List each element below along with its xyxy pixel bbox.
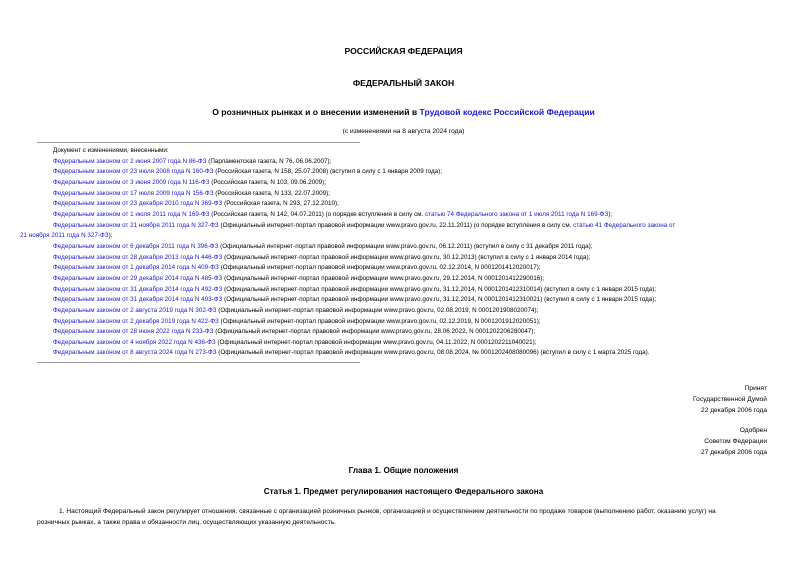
amendment-text: (Российская газета, N 133, 22.07.2009);: [213, 189, 331, 197]
amendment-text: (Российская газета, N 103, 09.06.2009);: [209, 178, 326, 186]
amendment-text: (Официальный интернет-портал правовой информации www.pravo.gov.ru, 22.11.2011) (о порядке вступления в силу см.: [218, 221, 574, 229]
amendment-link[interactable]: Федеральным законом от 4 ноября 2022 года N 436-ФЗ: [53, 338, 216, 346]
amendment-link[interactable]: Федеральным законом от 28 июня 2022 года N 233-ФЗ: [53, 328, 214, 336]
amendment-link[interactable]: Федеральным законом от 3 июня 2009 года N 116-ФЗ: [53, 178, 210, 186]
amendment-text: (Парламентская газета, N 76, 06.06.2007);: [206, 157, 332, 165]
federation-heading: РОССИЙСКАЯ ФЕДЕРАЦИЯ: [344, 46, 463, 56]
amendment-item: [40, 263, 770, 274]
law-type-heading: ФЕДЕРАЛЬНЫЙ ЗАКОН: [352, 78, 455, 88]
amendment-link[interactable]: Федеральным законом от 2 июня 2007 года N 86-ФЗ: [53, 157, 207, 165]
amendment-text: (Российская газета, N 158, 25.07.2008) (вступил в силу с 1 января 2009 года);: [213, 168, 443, 176]
chapter-heading: Глава 1. Общие положения: [348, 466, 459, 475]
amendment-link[interactable]: Федеральным законом от 23 декабря 2010 года N 369-ФЗ: [53, 200, 223, 208]
amendment-item: [40, 285, 770, 296]
amendment-item: [40, 167, 770, 178]
amendment-item: [40, 210, 770, 221]
accepted-block: [693, 384, 767, 416]
amendment-link[interactable]: Федеральным законом от 1 декабря 2014 года N 409-ФЗ: [53, 264, 219, 272]
amendments-intro: Документ с изменениями, внесенными:: [53, 147, 169, 154]
amendment-text: (Официальный интернет-портал правовой информации www.pravo.gov.ru, 04.11.2022, N 0001202211040021);: [215, 338, 537, 346]
amendment-item: [40, 317, 770, 328]
labor-code-link[interactable]: Трудовой кодекс Российской Федерации: [419, 107, 595, 117]
amendment-link[interactable]: Федеральным законом от 31 декабря 2014 года N 492-ФЗ: [53, 285, 223, 293]
approved-block: [701, 426, 767, 458]
amendment-item: [40, 178, 770, 189]
amendment-article-link[interactable]: статью 41 Федерального закона от: [573, 221, 676, 229]
amendment-article-link[interactable]: 21 ноября 2011 года N 327-ФЗ: [20, 232, 109, 240]
amendment-item: [40, 242, 770, 253]
amendment-text: (Официальный интернет-портал правовой информации www.pravo.gov.ru, 30.12.2013) (вступил в силу с 1 января 2014 года);: [222, 253, 591, 261]
amendment-link[interactable]: Федеральным законом от 21 ноября 2011 года N 327-ФЗ: [53, 221, 219, 229]
divider-top: [37, 142, 360, 143]
amendment-item: [40, 189, 770, 200]
accepted-date: 22 декабря 2006 года: [701, 406, 767, 414]
amendment-link[interactable]: Федеральным законом от 2 августа 2019 года N 302-ФЗ: [53, 306, 217, 314]
amendment-text: (Официальный интернет-портал правовой информации www.pravo.gov.ru, 02.08.2019, N 0001201908020074);: [216, 306, 539, 314]
approved-date: 27 декабря 2006 года: [701, 448, 767, 456]
amendment-item: [40, 199, 770, 210]
amendment-text: (Официальный интернет-портал правовой информации www.pravo.gov.ru, 31.12.2014, N 0001201412310014) (вступил в силу с 1 января 2015 года);: [222, 285, 657, 293]
approved-line: Советом Федерации: [704, 437, 767, 445]
accepted-line: Принят: [744, 385, 767, 392]
amendment-link[interactable]: Федеральным законом от 28 декабря 2013 года N 446-ФЗ: [53, 253, 223, 261]
paragraph-line: 1. Настоящий Федеральный закон регулирует отношения, связанные с организацией розничных рынков, организацией и осуществлением деятельности по продаже товаров (выполнению работ, оказанию услуг) на: [59, 508, 716, 515]
amendment-item: [40, 306, 770, 317]
amendment-text: (Российская газета, N 293, 27.12.2010);: [222, 200, 339, 208]
amendment-link[interactable]: Федеральным законом от 2 декабря 2019 года N 422-ФЗ: [53, 317, 219, 325]
amendment-text: (Официальный интернет-портал правовой информации www.pravo.gov.ru, 08.08.2024, № 0001202408080096) (вступил в силу с 1 марта 2025 года).: [216, 349, 650, 357]
amendment-link[interactable]: Федеральным законом от 31 декабря 2014 года N 493-ФЗ: [53, 296, 223, 304]
amendment-item: [40, 274, 770, 285]
amendment-text: (Официальный интернет-портал правовой информации www.pravo.gov.ru, 31.12.2014, N 0001201412310021) (вступил в силу с 1 января 2015 года);: [222, 296, 657, 304]
amendment-item: [40, 348, 770, 359]
amendment-item: [40, 295, 770, 306]
amendment-text: );: [108, 232, 113, 240]
amendment-item: [40, 327, 770, 338]
amendment-item: [40, 157, 770, 168]
amendment-item: [40, 338, 770, 349]
revision-note: (с изменениями на 8 августа 2024 года): [342, 128, 465, 135]
amendment-text: (Официальный интернет-портал правовой информации www.pravo.gov.ru, 29.12.2014, N 0001201412290016);: [222, 274, 545, 282]
amendment-item-continuation: [20, 231, 770, 242]
accepted-line: Государственной Думой: [693, 395, 767, 403]
amendment-link[interactable]: Федеральным законом от 17 июля 2009 года N 156-ФЗ: [53, 189, 214, 197]
article-paragraph: [37, 506, 770, 529]
article-heading: Статья 1. Предмет регулирования настоящего Федерального закона: [263, 487, 544, 496]
amendment-text: (Официальный интернет-портал правовой информации www.pravo.gov.ru, 02.12.2019, N 0001201912020051);: [218, 317, 541, 325]
approved-line: Одобрен: [739, 427, 767, 434]
amendment-link[interactable]: Федеральным законом от 23 июля 2008 года N 160-ФЗ: [53, 168, 214, 176]
amendment-text: );: [608, 210, 613, 218]
amendment-link[interactable]: Федеральным законом от 1 июля 2011 года N 169-ФЗ: [53, 210, 210, 218]
amendment-text: (Официальный интернет-портал правовой информации www.pravo.gov.ru, 28.06.2022, N 0001202206280047);: [213, 328, 536, 336]
amendment-item: [40, 221, 770, 232]
amendment-link[interactable]: Федеральным законом от 6 декабря 2011 года N 396-ФЗ: [53, 242, 219, 250]
amendment-link[interactable]: Федеральным законом от 8 августа 2024 года N 273-ФЗ: [53, 349, 217, 357]
amendment-article-link[interactable]: статью 74 Федерального закона от 1 июля 2011 года N 169-ФЗ: [425, 210, 609, 218]
paragraph-line: розничных рынках, а также права и обязанности лиц, осуществляющих указанную деятельность.: [37, 519, 336, 527]
law-title: [0, 107, 807, 117]
amendment-text: (Российская газета, N 142, 04.07.2011) (о порядке вступления в силу см.: [209, 210, 426, 218]
divider-bottom: [37, 362, 360, 363]
amendment-item: [40, 253, 770, 264]
amendment-text: (Официальный интернет-портал правовой информации www.pravo.gov.ru, 06.12.2011) (вступил в силу с 31 декабря 2011 года);: [218, 242, 593, 250]
amendment-link[interactable]: Федеральным законом от 29 декабря 2014 года N 485-ФЗ: [53, 274, 223, 282]
amendments-block: [20, 146, 770, 359]
title-prefix: О розничных рынках и о внесении изменений в: [212, 107, 420, 117]
amendment-text: (Официальный интернет-портал правовой информации www.pravo.gov.ru, 02.12.2014, N 0001201412020017);: [218, 264, 541, 272]
